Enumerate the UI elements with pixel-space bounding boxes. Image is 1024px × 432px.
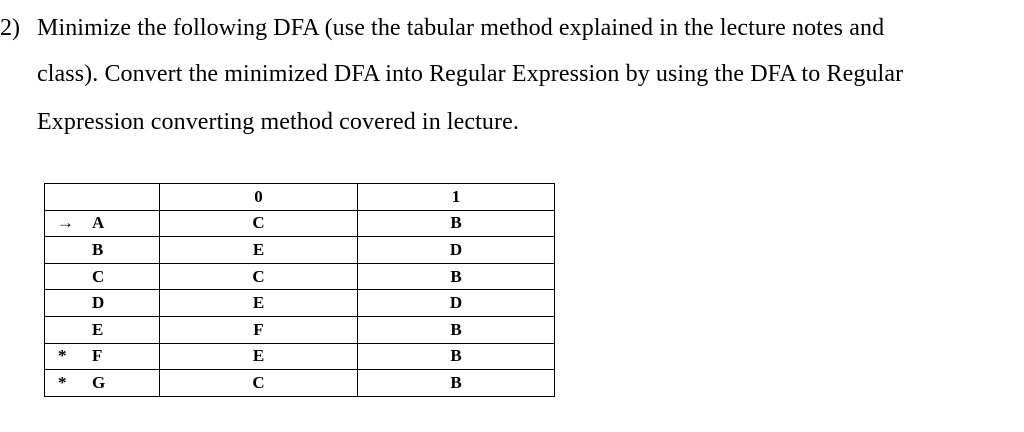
table-row	[45, 343, 555, 370]
transition-0: C	[160, 263, 358, 290]
table-header-row	[45, 184, 555, 211]
dfa-transition-table	[44, 183, 555, 397]
question-number: 2)	[0, 15, 20, 41]
table-row	[45, 316, 555, 343]
table-row	[45, 370, 555, 397]
state-cell	[45, 263, 160, 290]
header-input-0: 0	[160, 184, 358, 211]
final-state-star-icon: *	[58, 346, 67, 366]
state-cell	[45, 316, 160, 343]
state-cell	[45, 370, 160, 397]
table-row	[45, 263, 555, 290]
question-line-1: Minimize the following DFA (use the tabular method explained in the lecture notes and	[37, 15, 885, 41]
final-state-star-icon: *	[58, 372, 67, 392]
transition-0: F	[160, 316, 358, 343]
state-name: B	[92, 239, 104, 259]
state-name: A	[92, 213, 105, 233]
question-line-2: class). Convert the minimized DFA into Regular Expression by using the DFA to Regular	[37, 61, 904, 87]
state-name: F	[92, 346, 103, 366]
transition-1: B	[358, 210, 555, 237]
transition-0: C	[160, 210, 358, 237]
transition-0: C	[160, 370, 358, 397]
start-arrow-icon: →	[57, 213, 74, 233]
transition-1: B	[358, 343, 555, 370]
state-name: C	[92, 266, 105, 286]
header-input-1: 1	[358, 184, 555, 211]
state-cell	[45, 343, 160, 370]
transition-0: E	[160, 343, 358, 370]
header-state-cell	[45, 184, 160, 211]
state-cell	[45, 210, 160, 237]
state-cell	[45, 290, 160, 317]
table-row	[45, 237, 555, 264]
transition-0: E	[160, 237, 358, 264]
table-row	[45, 290, 555, 317]
transition-1: D	[358, 237, 555, 264]
question-line-3: Expression converting method covered in lecture.	[37, 109, 519, 135]
state-name: E	[92, 319, 104, 339]
state-cell	[45, 237, 160, 264]
state-name: G	[92, 372, 106, 392]
transition-1: B	[358, 370, 555, 397]
state-name: D	[92, 293, 105, 313]
transition-1: D	[358, 290, 555, 317]
table-row	[45, 210, 555, 237]
transition-1: B	[358, 263, 555, 290]
transition-0: E	[160, 290, 358, 317]
transition-1: B	[358, 316, 555, 343]
